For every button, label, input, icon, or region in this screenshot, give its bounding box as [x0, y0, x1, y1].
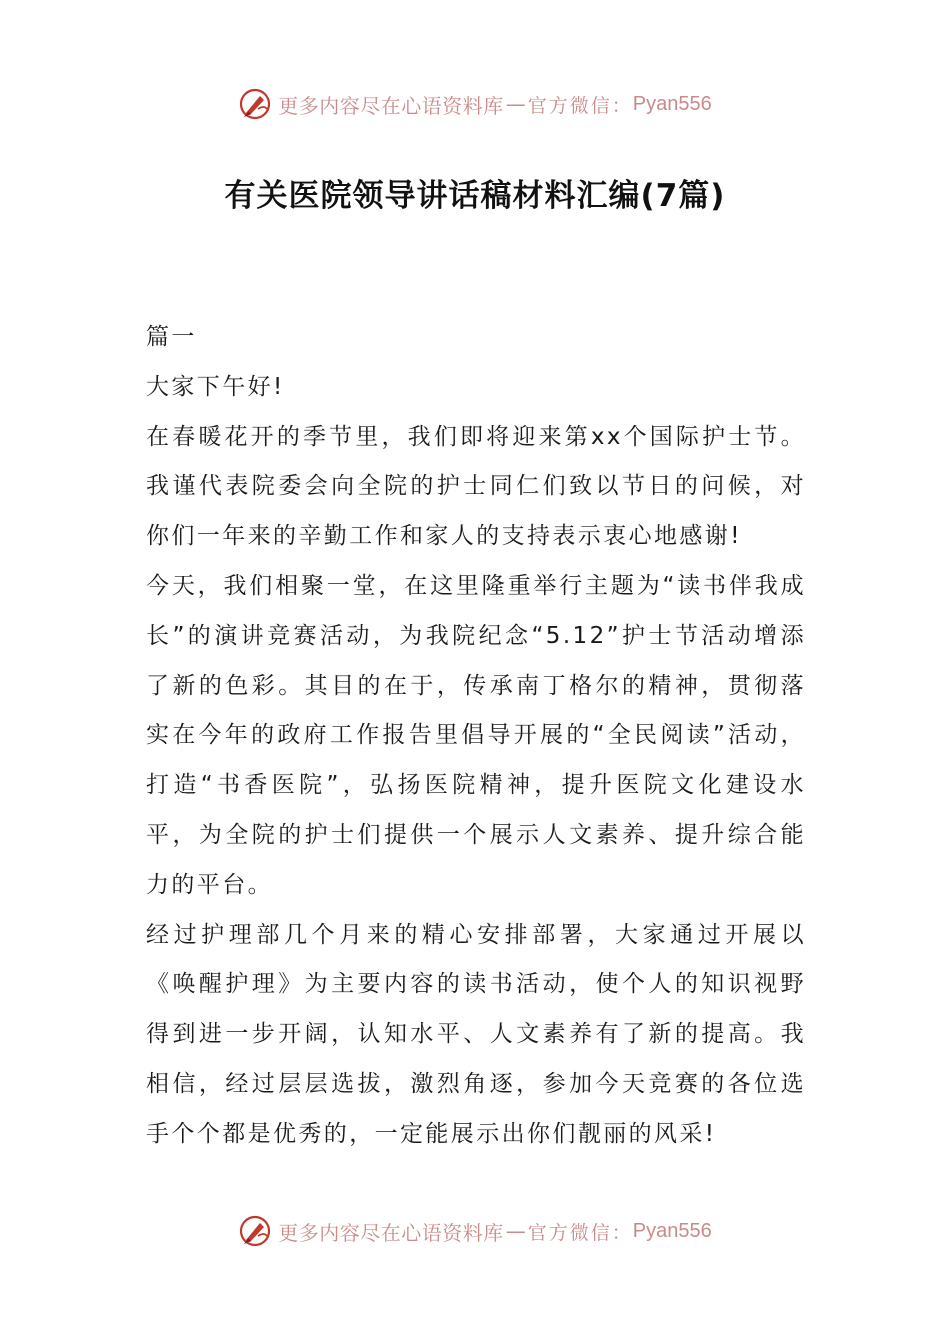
header-banner [0, 84, 950, 124]
greeting-paragraph: 大家下午好! [146, 373, 285, 400]
document-body [146, 313, 806, 1160]
banner-brand: 更多内容尽在心语资料库 [278, 1220, 504, 1245]
banner-wechat-id: Pyan556 [632, 92, 712, 115]
body-paragraph: 今天，我们相聚一堂，在这里隆重举行主题为“读书伴我成长”的演讲竞赛活动，为我院纪念“5.12”护士节活动增添了新的色彩。其目的在于，传承南丁格尔的精神，贯彻落实在今年的政府工作报告里倡导开展的“全民阅读”活动，打造“书香医院”，弘扬医院精神，提升医院文化建设水平，为全院的护士们提供一个展示人文素养、提升综合能力的平台。 [146, 572, 806, 898]
body-paragraph: 经过护理部几个月来的精心安排部署，大家通过开展以《唤醒护理》为主要内容的读书活动，使个人的知识视野得到进一步开阔，认知水平、人文素养有了新的提高。我相信，经过层层选拔，激烈角逐，参加今天竞赛的各位选手个个都是优秀的，一定能展示出你们靓丽的风采! [146, 921, 806, 1147]
footer-banner [0, 1211, 950, 1251]
banner-wechat-label: 官方微信： [527, 94, 633, 117]
banner-wechat-label: 官方微信： [527, 1221, 633, 1244]
section-heading: 篇一 [146, 324, 197, 350]
banner-brand: 更多内容尽在心语资料库 [278, 93, 504, 118]
pen-logo-icon [238, 87, 272, 121]
pen-logo-icon [238, 1214, 272, 1248]
banner-dash: — [505, 92, 526, 116]
body-paragraph: 在春暖花开的季节里，我们即将迎来第xx个国际护士节。我谨代表院委会向全院的护士同仁们致以节日的问候，对你们一年来的辛勤工作和家人的支持表示衷心地感谢! [146, 423, 806, 550]
document-title: 有关医院领导讲话稿材料汇编(7篇) [224, 178, 726, 214]
banner-wechat-id: Pyan556 [632, 1219, 712, 1242]
banner-dash: — [505, 1219, 526, 1243]
